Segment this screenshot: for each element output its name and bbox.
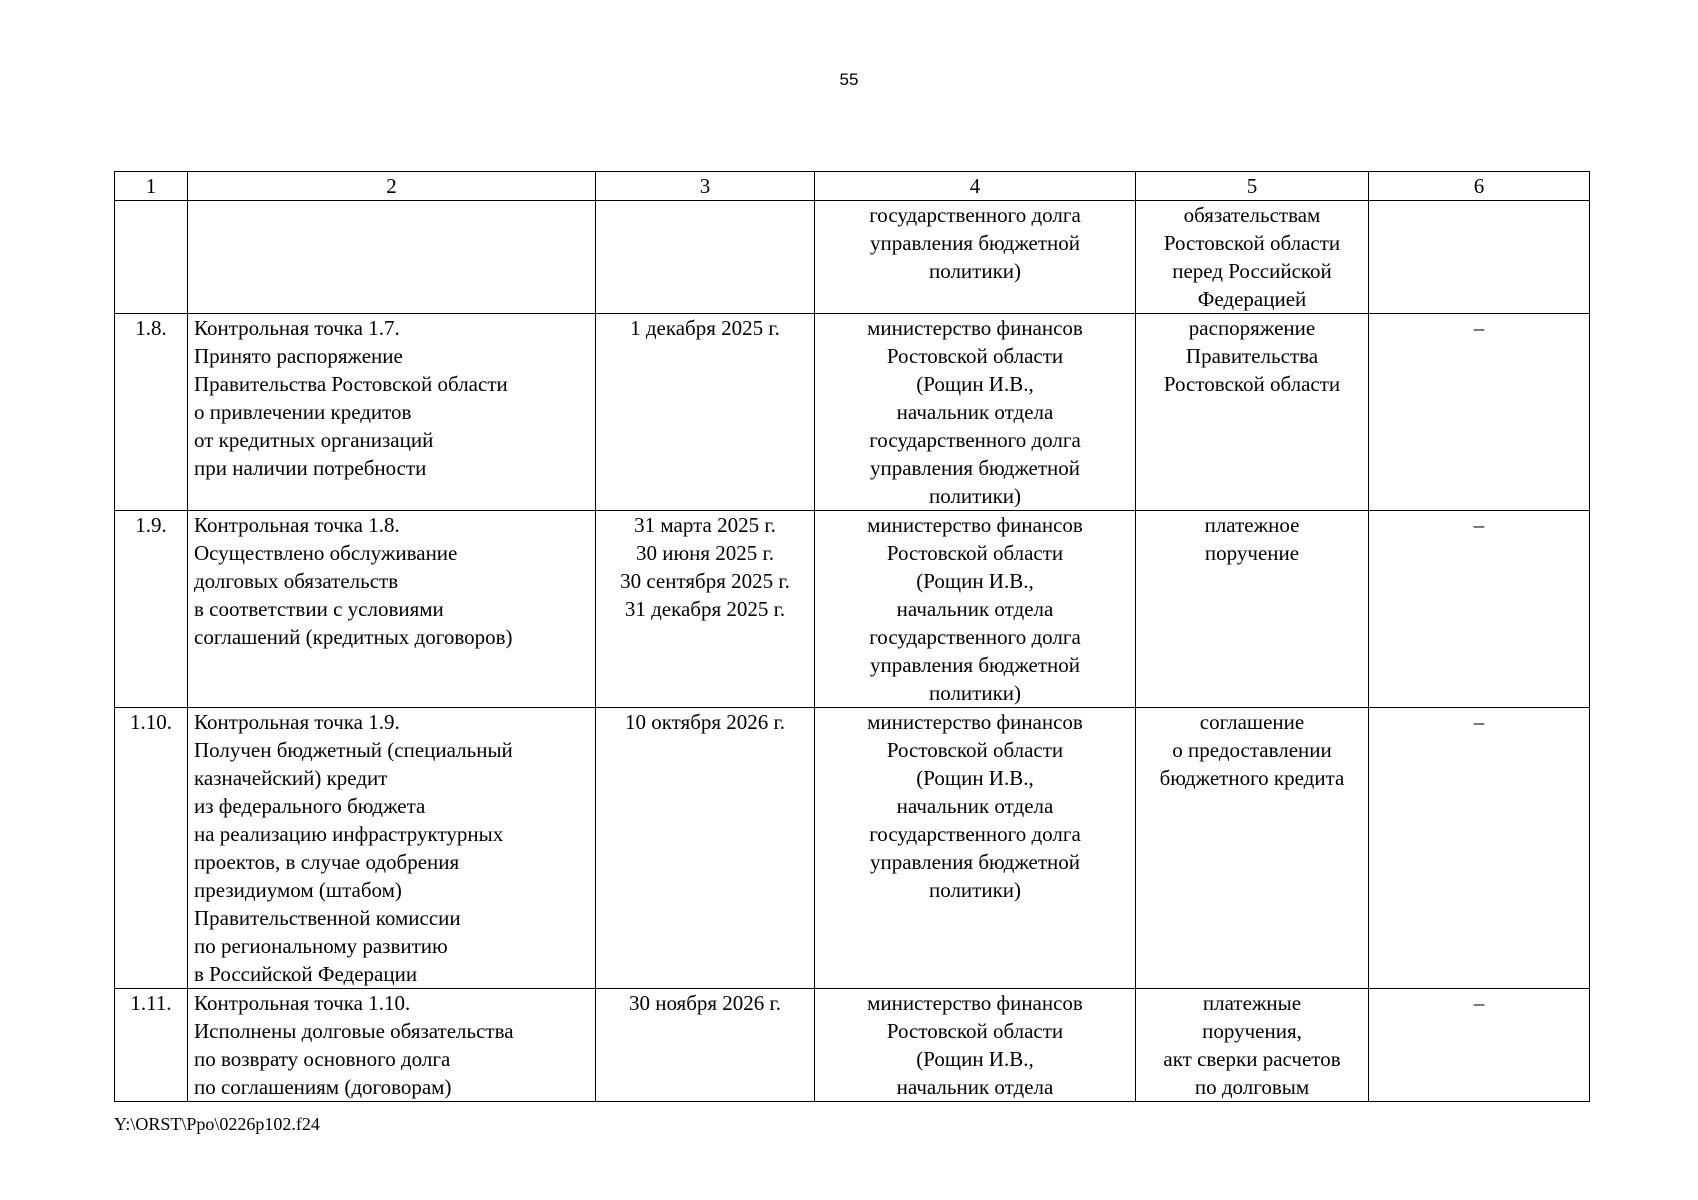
text-line: политики) xyxy=(928,878,1022,902)
text-line: Получен бюджетный (специальный xyxy=(194,738,513,762)
row-number-cell: 1.9. xyxy=(115,511,188,708)
text-line: в Российской Федерации xyxy=(194,962,418,986)
text-line: 30 ноября 2026 г. xyxy=(628,991,782,1015)
text-line: управления бюджетной xyxy=(869,456,1081,480)
text-line: соглашений (кредитных договоров) xyxy=(194,625,513,649)
document-cell xyxy=(1136,511,1369,708)
date-cell xyxy=(596,201,815,314)
text-line: распоряжение xyxy=(1188,316,1316,340)
text-line: от кредитных организаций xyxy=(194,428,434,452)
text-line: управления бюджетной xyxy=(869,231,1081,255)
text-line: (Рощин И.В., xyxy=(916,569,1034,593)
info-cell: – xyxy=(1369,314,1590,511)
text-line: акт сверки расчетов xyxy=(1163,1047,1341,1071)
responsible-cell xyxy=(815,201,1136,314)
text-line: поручения, xyxy=(1202,1019,1302,1043)
row-number-cell: 1.10. xyxy=(115,708,188,989)
text-line: платежное xyxy=(1204,513,1300,537)
text-line: государственного долга xyxy=(869,428,1081,452)
column-number-row xyxy=(115,172,1590,201)
row-number-cell: 1.8. xyxy=(115,314,188,511)
text-line: долговых обязательств xyxy=(194,569,399,593)
text-line: Контрольная точка 1.9. xyxy=(194,710,400,734)
text-line: политики) xyxy=(928,484,1022,508)
date-cell xyxy=(596,511,815,708)
table-row xyxy=(115,989,1590,1102)
text-line: поручение xyxy=(1204,541,1300,565)
responsible-cell xyxy=(815,708,1136,989)
text-line: 10 октября 2026 г. xyxy=(624,710,786,734)
text-line: министерство финансов xyxy=(867,513,1083,537)
text-line: Ростовской области xyxy=(1163,372,1341,396)
info-cell: – xyxy=(1369,989,1590,1102)
event-cell xyxy=(188,989,596,1102)
text-line: при наличии потребности xyxy=(194,456,427,480)
text-line: 31 марта 2025 г. xyxy=(634,513,776,537)
event-cell xyxy=(188,314,596,511)
column-number-header: 2 xyxy=(188,172,596,201)
text-line: Осуществлено обслуживание xyxy=(194,541,458,565)
column-number-header: 4 xyxy=(815,172,1136,201)
event-cell xyxy=(188,511,596,708)
responsible-cell xyxy=(815,989,1136,1102)
text-line: политики) xyxy=(928,259,1022,283)
text-line: Правительства Ростовской области xyxy=(194,372,508,396)
text-line: Ростовской области xyxy=(886,541,1064,565)
text-line: политики) xyxy=(928,681,1022,705)
text-line: о предоставлении xyxy=(1172,738,1332,762)
text-line: Принято распоряжение xyxy=(194,344,403,368)
column-number-header: 3 xyxy=(596,172,815,201)
text-line: Контрольная точка 1.7. xyxy=(194,316,400,340)
text-line: министерство финансов xyxy=(867,316,1083,340)
text-line: начальник отдела xyxy=(896,1075,1054,1099)
event-cell xyxy=(188,708,596,989)
text-line: соглашение xyxy=(1199,710,1305,734)
column-number-header: 1 xyxy=(115,172,188,201)
text-line: (Рощин И.В., xyxy=(916,766,1034,790)
text-line: начальник отдела xyxy=(896,400,1054,424)
text-line: перед Российской xyxy=(1172,259,1332,283)
text-line: на реализацию инфраструктурных xyxy=(194,822,504,846)
text-line: 1 декабря 2025 г. xyxy=(630,316,780,340)
info-cell: – xyxy=(1369,511,1590,708)
text-line: в соответствии с условиями xyxy=(194,597,444,621)
table-row xyxy=(115,314,1590,511)
text-line: министерство финансов xyxy=(867,710,1083,734)
text-line: государственного долга xyxy=(869,625,1081,649)
date-cell xyxy=(596,708,815,989)
text-line: (Рощин И.В., xyxy=(916,1047,1034,1071)
responsible-cell xyxy=(815,314,1136,511)
text-line: Федерацией xyxy=(1197,287,1307,311)
document-cell xyxy=(1136,708,1369,989)
table-row xyxy=(115,708,1590,989)
event-cell xyxy=(188,201,596,314)
text-line: управления бюджетной xyxy=(869,850,1081,874)
table-row xyxy=(115,201,1590,314)
text-line: Ростовской области xyxy=(886,1019,1064,1043)
row-number-cell xyxy=(115,201,188,314)
text-line: Ростовской области xyxy=(1163,231,1341,255)
text-line: Ростовской области xyxy=(886,738,1064,762)
column-number-header: 5 xyxy=(1136,172,1369,201)
text-line: государственного долга xyxy=(869,203,1081,227)
text-line: по соглашениям (договорам) xyxy=(194,1075,452,1099)
text-line: Контрольная точка 1.10. xyxy=(194,991,411,1015)
text-line: управления бюджетной xyxy=(869,653,1081,677)
text-line: Контрольная точка 1.8. xyxy=(194,513,400,537)
text-line: 31 декабря 2025 г. xyxy=(624,597,786,621)
text-line: по долговым xyxy=(1194,1075,1310,1099)
column-number-header: 6 xyxy=(1369,172,1590,201)
date-cell xyxy=(596,989,815,1102)
text-line: (Рощин И.В., xyxy=(916,372,1034,396)
control-points-table xyxy=(114,171,1590,1102)
text-line: из федерального бюджета xyxy=(194,794,426,818)
text-line: Правительства xyxy=(1185,344,1319,368)
text-line: бюджетного кредита xyxy=(1159,766,1345,790)
text-line: платежные xyxy=(1202,991,1302,1015)
document-cell xyxy=(1136,314,1369,511)
text-line: о привлечении кредитов xyxy=(194,400,412,424)
text-line: обязательствам xyxy=(1183,203,1321,227)
file-path-footer: Y:\ORST\Ppo\0226p102.f24 xyxy=(114,1114,320,1134)
document-cell xyxy=(1136,201,1369,314)
text-line: Правительственной комиссии xyxy=(194,906,461,930)
responsible-cell xyxy=(815,511,1136,708)
text-line: Исполнены долговые обязательства xyxy=(194,1019,514,1043)
text-line: президиумом (штабом) xyxy=(194,878,402,902)
text-line: начальник отдела xyxy=(896,597,1054,621)
text-line: Ростовской области xyxy=(886,344,1064,368)
text-line: министерство финансов xyxy=(867,991,1083,1015)
row-number-cell: 1.11. xyxy=(115,989,188,1102)
text-line: начальник отдела xyxy=(896,794,1054,818)
page-number: 55 xyxy=(839,70,859,89)
text-line: проектов, в случае одобрения xyxy=(194,850,460,874)
text-line: государственного долга xyxy=(869,822,1081,846)
text-line: по региональному развитию xyxy=(194,934,448,958)
date-cell xyxy=(596,314,815,511)
text-line: 30 сентября 2025 г. xyxy=(620,569,790,593)
info-cell xyxy=(1369,201,1590,314)
text-line: по возврату основного долга xyxy=(194,1047,451,1071)
table-row xyxy=(115,511,1590,708)
text-line: 30 июня 2025 г. xyxy=(635,541,775,565)
text-line: казначейский) кредит xyxy=(194,766,388,790)
info-cell: – xyxy=(1369,708,1590,989)
document-cell xyxy=(1136,989,1369,1102)
